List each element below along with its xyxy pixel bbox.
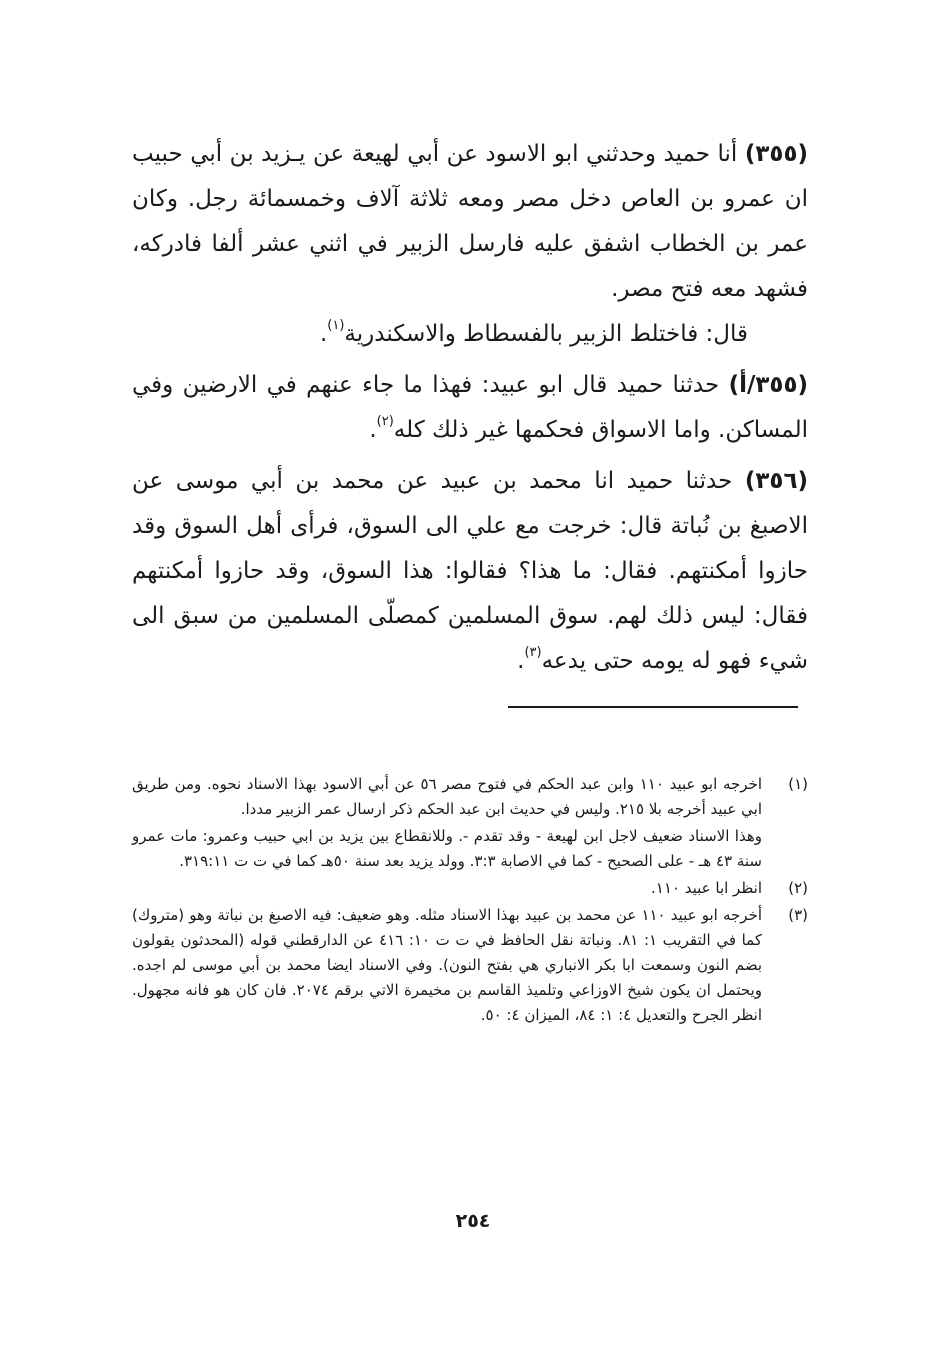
page-number: ٢٥٤ [455,1210,491,1232]
footnote-3 [132,903,808,1028]
main-text [132,132,808,684]
footnote-body [132,772,762,874]
hadith-number: (٣٥٦) [744,468,809,494]
paragraph-355a [132,363,808,453]
paragraph-text: قال: فاختلط الزبير بالفسطاط والاسكندرية [344,321,748,347]
footnote-2 [132,876,808,901]
period-mark: . [369,417,377,443]
footnote-ref: (٣) [524,645,542,660]
footnote-text: اخرجه ابو عبيد ١١٠ وابن عبد الحكم في فتوح مصر ٥٦ عن أبي الاسود بهذا الاسناد نحوه. ومن طريق ابي عبيد أخرجه بلا ٢١٥. وليس في حديث ابن عبد الحكم ذكر ارسال عمر الزبير مددا. [132,775,762,818]
footnote-text: انظر ابا عبيد ١١٠. [651,879,762,897]
paragraph-355-qal [132,312,808,357]
hadith-number: (٣٥٥) [744,141,809,167]
footnotes [132,772,808,1028]
footnote-marker: (١) [788,775,808,793]
paragraph-355 [132,132,808,312]
period-mark: . [319,321,328,347]
footnote-marker: (٣) [788,906,808,924]
footnote-ref: (١) [327,318,345,333]
footnote-body [132,876,762,901]
period-mark: . [517,648,525,674]
paragraph-text: حدثنا حميد انا محمد بن عبيد عن محمد بن أبي موسى عن الاصبغ بن نُباتة قال: خرجت مع علي الى السوق، فرأى أهل السوق وقد حازوا أمكنتهم. فقال: ما هذا؟ فقالوا: هذا السوق، وقد حازوا أمكنتهم فقال: ليس ذلك لهم. سوق المسلمين كمصلّى المسلمين من سبق الى شيء فهو له يومه حتى يدعه [132,468,808,674]
footnote-marker: (٢) [788,879,808,897]
footnote-separator [508,706,798,708]
paragraph-text: أنا حميد وحدثني ابو الاسود عن أبي لهيعة عن يـزيد بن أبي حبيب ان عمرو بن العاص دخل مصر ومعه ثلاثة آلاف وخمسمائة رجل. وكان عمر بن الخطاب اشفق عليه فارسل الزبير في اثني عشر ألفا فادركه، فشهد معه فتح مصر. [132,141,808,302]
footnote-text-continued: وهذا الاسناد ضعيف لاجل ابن لهيعة - وقد تقدم -. وللانقطاع بين يزيد بن ابي حبيب وعمرو: مات عمرو سنة ٤٣ هـ - على الصحيح - كما في الاصابة ٣:٣. وولد يزيد بعد سنة ٥٠هـ كما في ت ت ٣١٩:١١. [132,827,762,870]
footnote-text: أخرجه ابو عبيد ١١٠ عن محمد بن عبيد بهذا الاسناد مثله. وهو ضعيف: فيه الاصبغ بن نباتة وهو (متروك) كما في التقريب ١: ٨١. ونباتة نقل الحافظ في ت ت ١٠: ٤١٦ عن الدارقطني قوله (المحدثون يقولون بضم النون وسمعت ابا بكر الانباري هي بفتح النون). وفي الاسناد ايضا محمد بن أبي موسى لم اجده. ويحتمل ان يكون شيخ الاوزاعي وتلميذ القاسم بن مخيمرة الاتي برقم ٢٠٧٤. فان كان هو فانه مجهول. انظر الجرح والتعديل ٤: ١: ٨٤، الميزان ٤: ٥٠. [132,906,763,1024]
paragraph-text: حدثنا حميد قال ابو عبيد: فهذا ما جاء عنهم في الارضين وفي المساكن. واما الاسواق فحكمها غير ذلك كله [132,372,808,443]
paragraph-356 [132,459,808,684]
footnote-ref: (٢) [376,414,394,429]
footnote-1 [132,772,808,874]
footnote-body [132,903,762,1028]
hadith-number: (٣٥٥/أ) [728,372,809,398]
